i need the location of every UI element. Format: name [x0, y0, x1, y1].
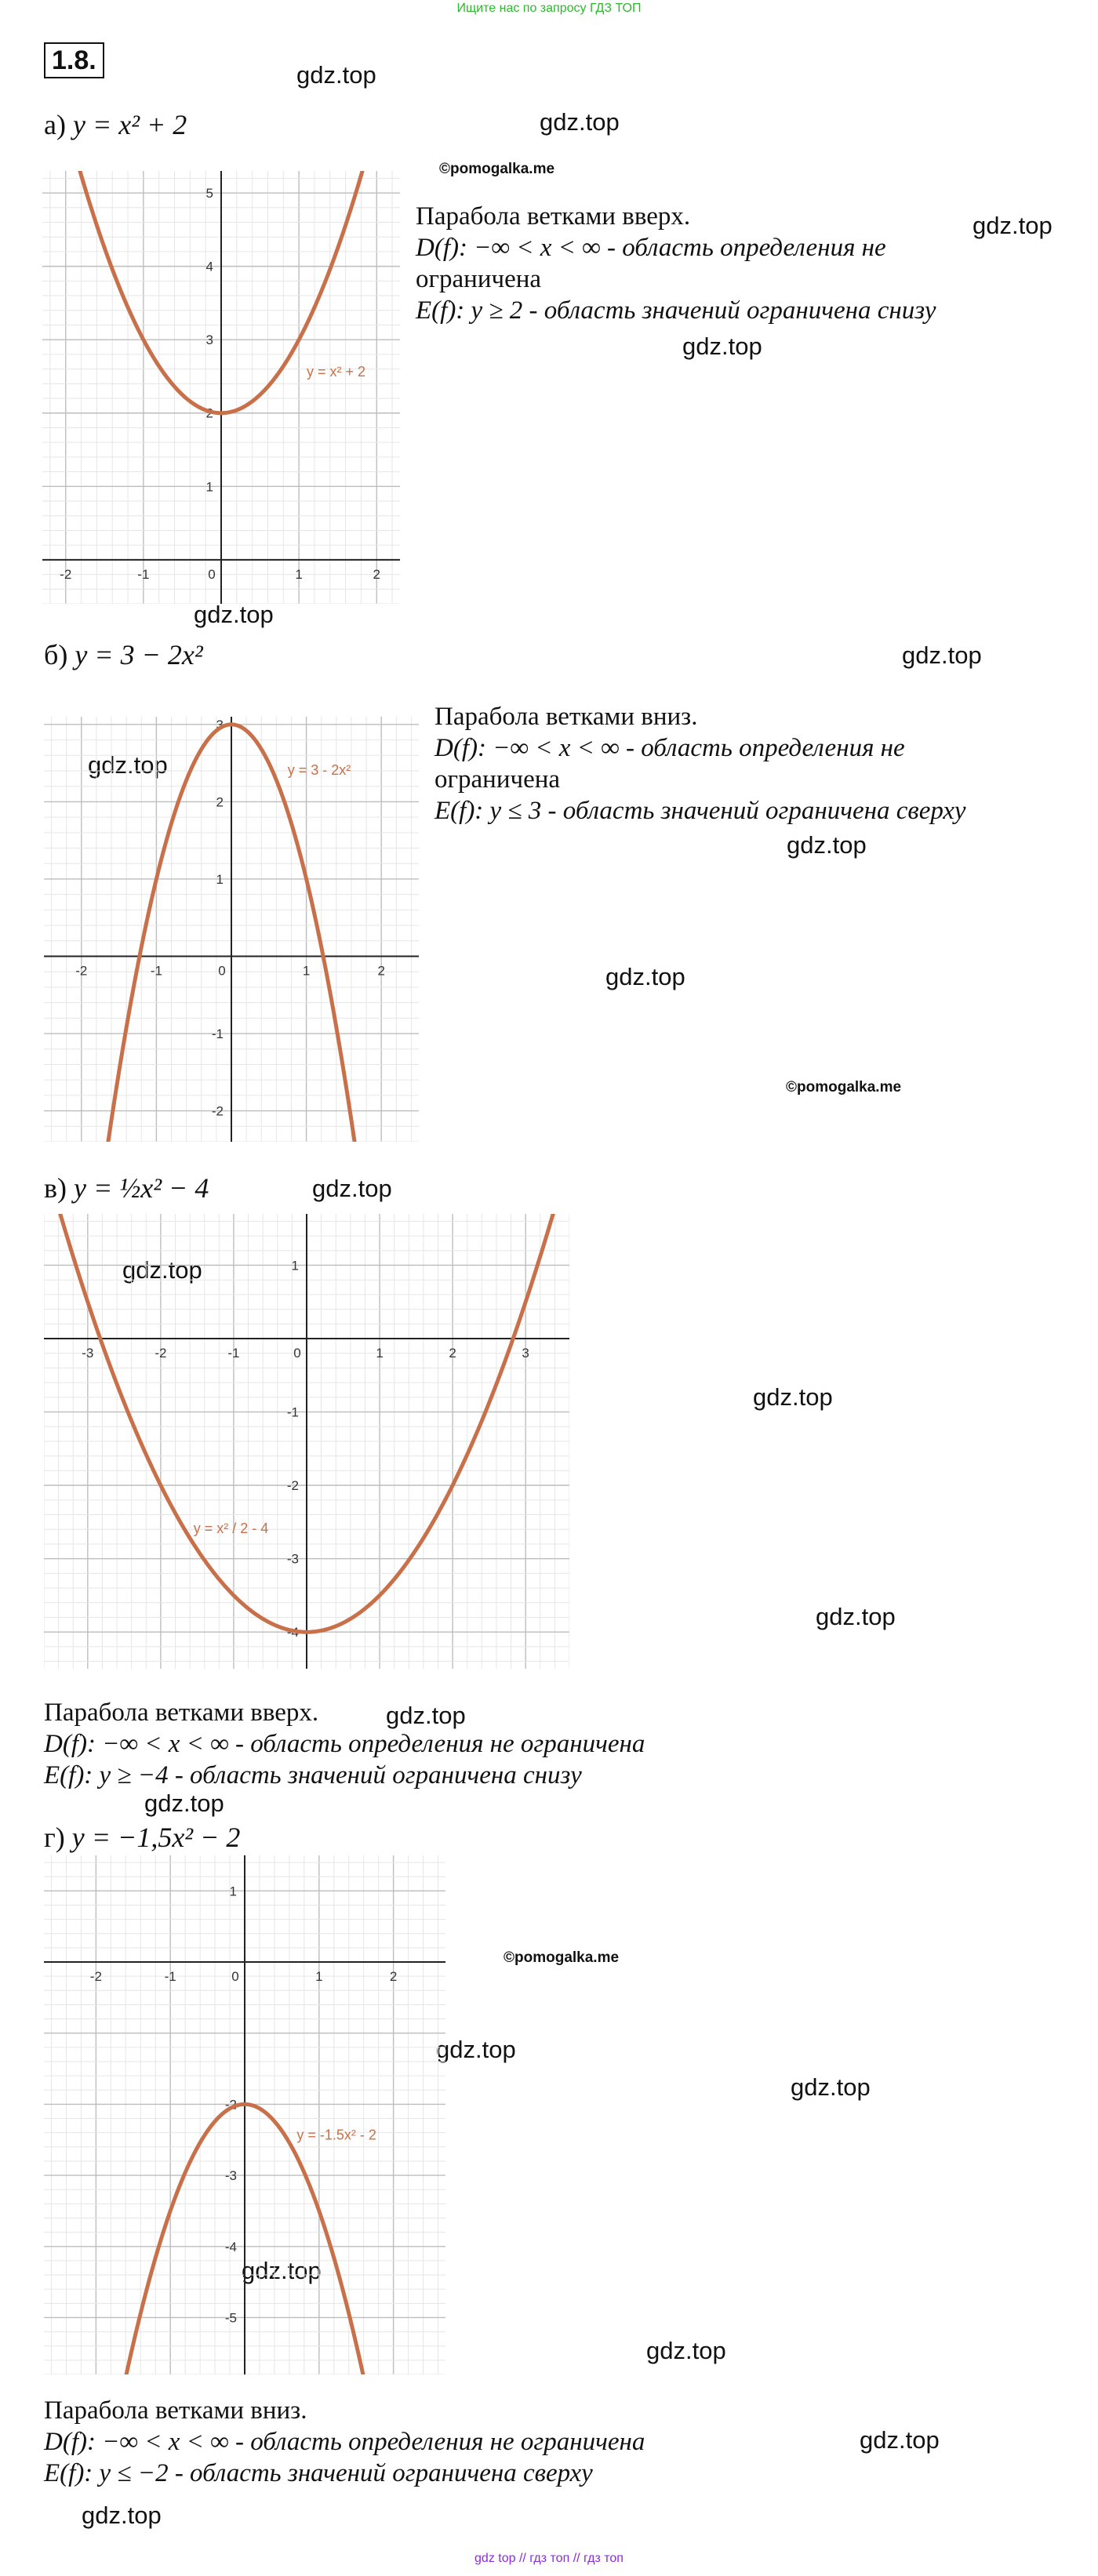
- part-a-label: а) y = x² + 2: [44, 109, 187, 140]
- x-tick-label: -3: [82, 1346, 94, 1361]
- watermark: gdz.top: [88, 751, 168, 779]
- watermark: gdz.top: [540, 108, 620, 136]
- x-tick-label: -2: [89, 1969, 102, 1985]
- x-tick-label: 1: [315, 1969, 323, 1985]
- desc-line: Парабола ветками вверх.: [44, 1699, 319, 1727]
- y-tick-label: 2: [216, 794, 224, 810]
- y-tick-label: 1: [229, 1884, 237, 1899]
- x-tick-label: 2: [449, 1346, 456, 1361]
- x-tick-label: 0: [218, 963, 226, 979]
- part-b-label: б) y = 3 − 2x²: [44, 639, 203, 670]
- watermark: gdz.top: [386, 1702, 466, 1729]
- watermark: gdz.top: [144, 1789, 224, 1817]
- credit: ©pomogalka.me: [504, 1949, 620, 1966]
- y-tick-label: 5: [205, 186, 213, 202]
- y-tick-label: 3: [216, 717, 224, 732]
- x-tick-label: -1: [164, 1969, 176, 1985]
- x-tick-label: 0: [231, 1969, 239, 1985]
- desc-line: Парабола ветками вверх.: [416, 202, 691, 231]
- x-tick-label: -2: [155, 1346, 167, 1361]
- part-d-label: г) y = −1,5x² − 2: [44, 1822, 241, 1853]
- watermark: gdz.top: [787, 831, 867, 859]
- watermark: gdz.top: [791, 2073, 871, 2101]
- y-tick-label: 1: [205, 479, 213, 495]
- part-a-description: [416, 201, 1043, 326]
- y-tick-label: -2: [211, 1103, 224, 1119]
- y-tick-label: -4: [286, 1625, 299, 1640]
- desc-line: D(f): −∞ < x < ∞ - область определения не: [434, 734, 905, 762]
- top-banner[interactable]: Ищите нас по запросу ГДЗ ТОП: [456, 2, 642, 15]
- part-d-description: [44, 2395, 985, 2489]
- chart-c: [44, 1214, 569, 1669]
- watermark: gdz.top: [902, 641, 982, 669]
- watermark: gdz.top: [646, 2337, 726, 2364]
- y-tick-label: -1: [286, 1404, 299, 1420]
- x-tick-label: -1: [150, 963, 162, 979]
- y-tick-label: -4: [224, 2239, 237, 2254]
- watermark: gdz.top: [312, 1175, 392, 1202]
- x-tick-label: 1: [376, 1346, 384, 1361]
- footer-links[interactable]: gdz top // гдз топ // гдз топ: [474, 2552, 624, 2565]
- y-tick-label: 1: [291, 1258, 299, 1273]
- desc-line: E(f): y ≤ 3 - область значений ограничена сверху: [434, 797, 966, 825]
- y-tick-label: 3: [205, 332, 213, 348]
- x-tick-label: -2: [75, 963, 88, 979]
- x-tick-label: -1: [227, 1346, 240, 1361]
- chart-d: [44, 1855, 445, 2374]
- y-tick-label: 2: [205, 405, 213, 421]
- y-tick-label: -2: [286, 1478, 299, 1494]
- part-c-description: [44, 1697, 985, 1791]
- desc-line: E(f): y ≤ −2 - область значений ограничена сверху: [44, 2459, 593, 2487]
- desc-line: Парабола ветками вниз.: [44, 2396, 307, 2425]
- y-tick-label: 1: [216, 871, 224, 887]
- desc-line: D(f): −∞ < x < ∞ - область определения не: [416, 234, 886, 262]
- function-label: y = 3 - 2x²: [287, 761, 351, 778]
- desc-line: Парабола ветками вниз.: [434, 703, 698, 731]
- watermark: gdz.top: [436, 2036, 516, 2063]
- x-tick-label: 0: [208, 566, 216, 582]
- desc-line: ограничена: [434, 765, 561, 794]
- function-label: y = x² + 2: [307, 363, 366, 380]
- x-tick-label: 2: [389, 1969, 398, 1985]
- desc-line: ограничена: [416, 265, 542, 293]
- watermark: gdz.top: [242, 2257, 322, 2284]
- x-tick-label: -2: [60, 566, 72, 582]
- y-tick-label: -1: [211, 1026, 224, 1042]
- desc-line: D(f): −∞ < x < ∞ - область определения не ограничена: [44, 1730, 645, 1758]
- problem-number: 1.8.: [44, 42, 104, 78]
- chart-b: [44, 717, 419, 1142]
- credit: ©pomogalka.me: [786, 1079, 902, 1095]
- x-tick-label: 3: [522, 1346, 529, 1361]
- watermark: gdz.top: [753, 1383, 833, 1411]
- credit: ©pomogalka.me: [439, 161, 555, 177]
- x-tick-label: 2: [373, 566, 380, 582]
- y-tick-label: 4: [205, 259, 213, 274]
- chart-a: [42, 171, 400, 604]
- x-tick-label: 2: [377, 963, 385, 979]
- desc-line: E(f): y ≥ −4 - область значений ограничена снизу: [44, 1761, 582, 1789]
- watermark: gdz.top: [296, 61, 376, 89]
- y-tick-label: -5: [224, 2310, 237, 2326]
- function-label: y = x² / 2 - 4: [193, 1520, 269, 1536]
- x-tick-label: 1: [295, 566, 303, 582]
- x-tick-label: 1: [302, 963, 311, 979]
- part-b-description: [434, 701, 1062, 827]
- y-tick-label: -2: [224, 2097, 237, 2113]
- x-tick-label: -1: [137, 566, 150, 582]
- desc-line: E(f): y ≥ 2 - область значений ограничена снизу: [416, 296, 936, 325]
- watermark: gdz.top: [194, 601, 274, 628]
- watermark: gdz.top: [82, 2502, 162, 2529]
- watermark: gdz.top: [816, 1603, 896, 1630]
- watermark: gdz.top: [973, 212, 1053, 239]
- y-tick-label: -3: [286, 1551, 299, 1567]
- x-tick-label: 0: [293, 1346, 301, 1361]
- watermark: gdz.top: [122, 1256, 202, 1284]
- y-tick-label: -3: [224, 2168, 237, 2184]
- desc-line: D(f): −∞ < x < ∞ - область определения не ограничена: [44, 2428, 645, 2456]
- watermark: gdz.top: [682, 332, 762, 360]
- watermark: gdz.top: [605, 963, 685, 990]
- part-c-label: в) y = ½x² − 4: [44, 1172, 209, 1204]
- function-label: y = -1.5x² - 2: [296, 2127, 376, 2143]
- watermark: gdz.top: [860, 2426, 940, 2454]
